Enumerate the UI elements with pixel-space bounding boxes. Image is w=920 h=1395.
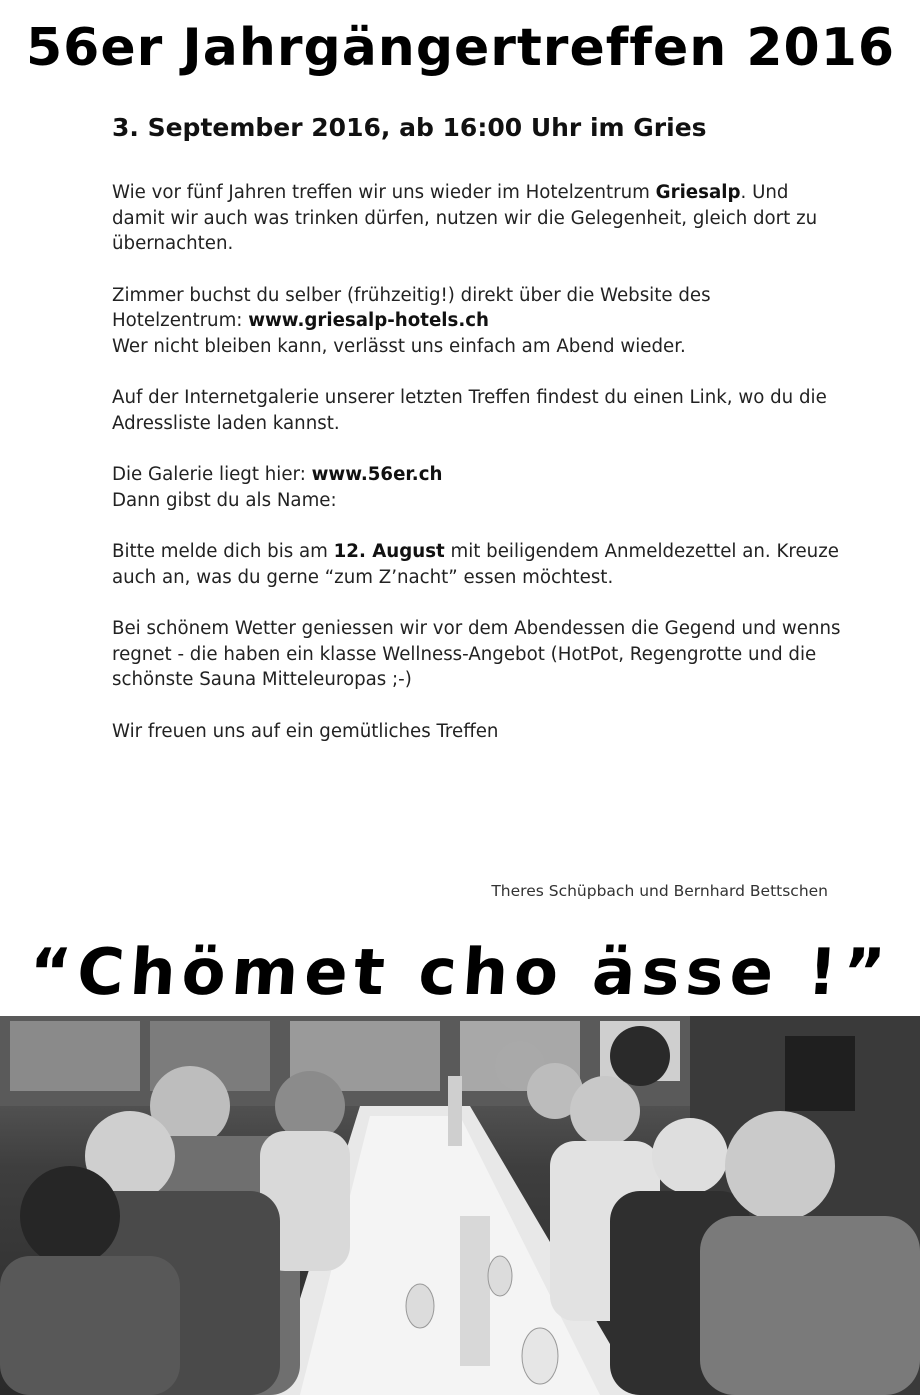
invitation-body <box>112 180 842 770</box>
gallery-website-link[interactable]: www.56er.ch <box>311 464 443 485</box>
paragraph-gallery-link <box>112 462 842 513</box>
paragraph-closing: Wir freuen uns auf ein gemütliches Treffen <box>112 720 499 742</box>
paragraph-weather: Bei schönem Wetter geniessen wir vor dem Abendessen die Gegend und wenns regnet - die haben ein klasse Wellness-Angebot (HotPot, Regengrotte und die schönste Sauna Mitteleuropas ;-) <box>112 618 841 690</box>
paragraph-booking <box>112 283 842 360</box>
text: Dann gibst du als Name: <box>112 489 337 511</box>
location-name: Griesalp <box>655 182 741 203</box>
text: . Und damit wir auch was trinken dürfen, nutzen wir die Gelegenheit, gleich dort zu übernachten. <box>112 182 818 254</box>
slogan-heading: “Chömet cho ässe !” <box>26 936 894 1010</box>
paragraph-gallery: Auf der Internetgalerie unserer letzten Treffen findest du einen Link, wo du die Adressliste laden kannst. <box>112 387 827 434</box>
event-date-subtitle: 3. September 2016, ab 16:00 Uhr im Gries <box>112 113 707 142</box>
paragraph-registration <box>112 539 842 590</box>
text: Bitte melde dich bis am <box>112 541 334 562</box>
text: Die Galerie liegt hier: <box>112 464 312 485</box>
deadline-date: 12. August <box>333 541 445 562</box>
text: mit beiligendem Anmeldezettel an. Kreuze auch an, was du gerne “zum Z’nacht” essen möchtest. <box>112 541 839 588</box>
page-title: 56er Jahrgängertreffen 2016 <box>26 18 896 78</box>
photo-illustration <box>0 1016 920 1395</box>
text: Zimmer buchst du selber (frühzeitig!) direkt über die Website des Hotelzentrum: <box>112 284 711 331</box>
text: Wer nicht bleiben kann, verlässt uns einfach am Abend wieder. <box>112 335 686 357</box>
signature: Theres Schüpbach und Bernhard Bettschen <box>491 882 828 900</box>
hotel-website-link[interactable]: www.griesalp-hotels.ch <box>248 310 489 331</box>
paragraph-intro <box>112 180 842 257</box>
group-dinner-photo <box>0 1016 920 1395</box>
text: Wie vor fünf Jahren treffen wir uns wieder im Hotelzentrum <box>112 182 656 203</box>
